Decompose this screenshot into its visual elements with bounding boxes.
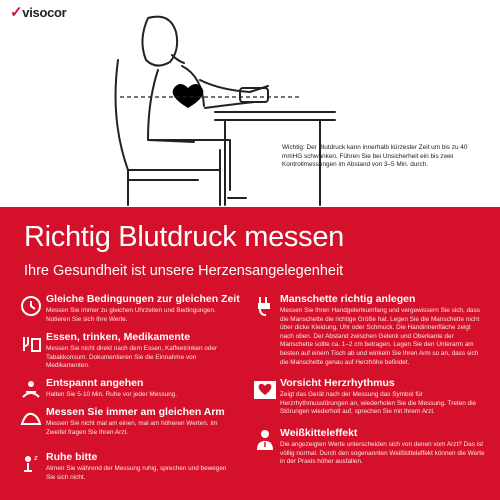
page-subtitle: Ihre Gesundheit ist unsere Herzensangelegenheit <box>24 263 344 279</box>
tip-head: Essen, trinken, Medikamente <box>46 331 191 343</box>
tip-white-coat <box>252 427 487 471</box>
tip-cuff <box>252 293 487 373</box>
heart-rhythm-icon <box>252 377 278 403</box>
tip-head: Vorsicht Herzrhythmus <box>280 377 395 389</box>
svg-text:z: z <box>34 454 38 462</box>
tip-head: Ruhe bitte <box>46 451 98 463</box>
tip-food-drink <box>18 331 233 371</box>
tip-text: Messen Sie Ihren Handgelenkumfang und vergewissern Sie sich, dass die Manschette die richtige Größe hat. Legen Sie die Manschette nicht über dicke Kleidung, Uhr oder Schmuck. Die Handinnenfläche zeigt nach oben. Der Abstand zwischen Gelenk und Oberkante der Manschette sollte ca. 1–2 cm betragen. Legen Sie den Unterarm am besten auf einem Tisch ab und winkeln Sie Ihren Arm so an, dass sich die Manschette genau auf Herzhöhe befindet. <box>280 307 480 366</box>
tip-same-arm <box>18 406 233 442</box>
clock-icon <box>18 293 44 319</box>
cuff-icon <box>252 293 278 319</box>
tip-text: Messen Sie nicht mal am einen, mal am höheren Werten. Im Zweifel fragen Sie Ihren Arzt. <box>46 420 218 436</box>
tip-head: Entspannt angehen <box>46 377 144 389</box>
seated-measurement-illustration <box>0 0 500 207</box>
quiet-icon <box>18 451 44 477</box>
illustration-area <box>0 0 500 207</box>
logo-check-icon: ✓ <box>10 4 23 21</box>
brand-name: visocor <box>22 5 67 20</box>
tip-heart-rhythm <box>252 377 487 421</box>
tip-head: Gleiche Bedingungen zur gleichen Zeit <box>46 293 240 305</box>
tip-text: Messen Sie nicht direkt nach dem Essen, Kaffeetrinken oder Tabakkonsum. Dokumentieren Sie die Einnahme von Medikamenten. <box>46 345 218 370</box>
tip-text: Messen Sie immer zu gleichen Uhrzeiten und Bedingungen. Notieren Sie sich Ihre Werte. <box>46 307 216 323</box>
tip-text: Halten Sie 5-10 Min. Ruhe vor jeder Messung. <box>46 391 178 398</box>
tip-quiet <box>18 451 233 491</box>
page-title: Richtig Blutdruck messen <box>24 221 344 253</box>
food-drink-icon <box>18 331 44 357</box>
tip-text: Zeigt das Gerät nach der Messung das Symbol für Herzrhythmusstörungen an, wiederholen Sie die Messung. Treten die Störungen wiederholt auf, sprechen Sie mit Ihrem Arzt. <box>280 391 477 416</box>
info-panel <box>0 207 500 500</box>
tip-text: Atmen Sie während der Messung ruhig, sprechen und bewegen Sie sich nicht. <box>46 465 227 481</box>
tip-head: Manschette richtig anlegen <box>280 293 416 305</box>
measurement-note: Wichtig: Der Blutdruck kann innerhalb kürzester Zeit um bis zu 40 mmHG schwanken. Führen Sie bei Unsicherheit ein bis zwei Kontrollmessungen im Abstand von 3–5 Min. durch. <box>282 144 468 168</box>
relax-icon <box>18 377 44 403</box>
arm-icon <box>18 406 44 432</box>
tip-head: Weißkitteleffekt <box>280 427 358 439</box>
tip-head: Messen Sie immer am gleichen Arm <box>46 406 225 418</box>
tip-text: Die angezeigten Werte unterscheiden sich von denen vom Arzt? Das ist völlig normal. Durch den sogenannten Weißkitteleffekt können die Werte in der Praxis höher ausfallen. <box>280 441 485 466</box>
tip-same-conditions <box>18 293 240 327</box>
tip-relax <box>18 377 233 407</box>
doctor-icon <box>252 427 278 453</box>
